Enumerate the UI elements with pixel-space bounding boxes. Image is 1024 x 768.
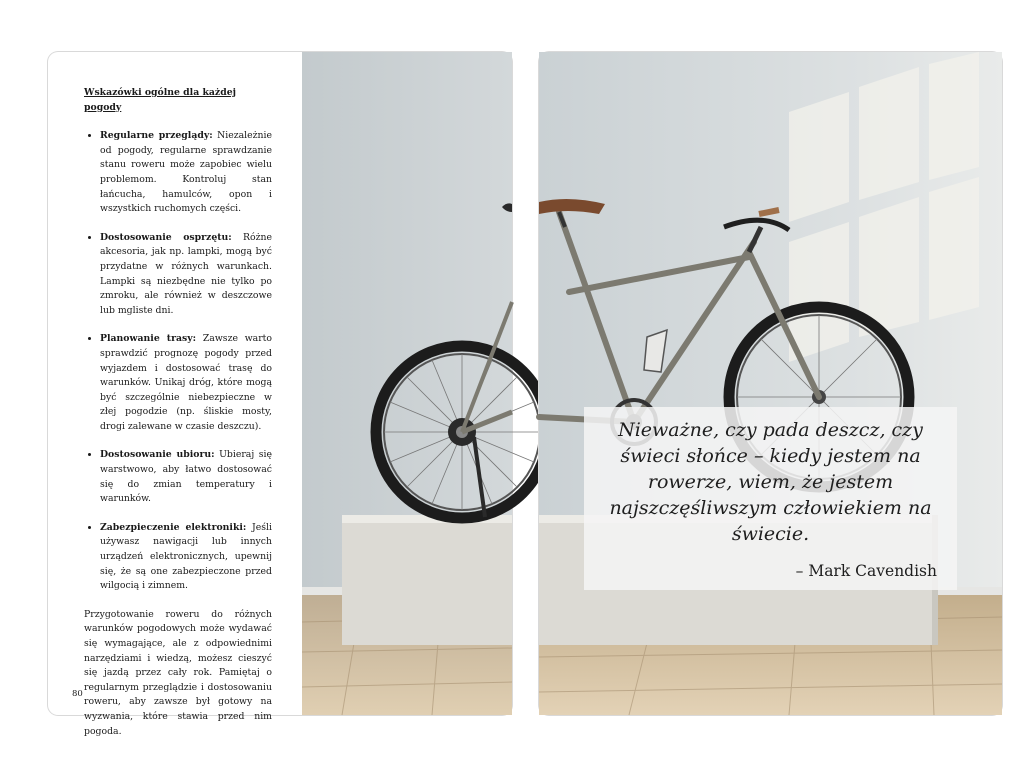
tips-list: [84, 129, 272, 594]
list-item: [100, 231, 272, 319]
right-page: [539, 52, 1002, 715]
left-page: [48, 52, 512, 737]
list-item: [100, 332, 272, 434]
tip-text: Niezależnie od pogody, regularne sprawdzanie stanu roweru może zapobiec wielu problemom. Kontroluj stan łańcucha, hamulców, opon i wszystkich ruchomych części.: [100, 130, 272, 215]
list-item: [100, 521, 272, 594]
list-item: [100, 129, 272, 217]
list-item: [100, 448, 272, 506]
tip-text: Ubieraj się warstwowo, aby łatwo dostosować się do zmian temperatury i warunków.: [100, 449, 272, 505]
closing-paragraph: Przygotowanie roweru do różnych warunków pogodowych może wydawać się wymagające, ale z odpowiednimi narzędziami i wiedzą, możesz cieszyć się jazdą przez cały rok. Pamiętaj o regularnym przeglądzie i dostosowaniu roweru, aby zawsze był gotowy na wyzwania, które stawia przed nim pogoda.: [84, 608, 272, 737]
tip-text: Zawsze warto sprawdzić prognozę pogody przed wyjazdem i dostosować trasę do warunków. Unikaj dróg, które mogą być szczególnie niebezpieczne w złej pogodzie (np. śliskie mosty, drogi zalewane w czasie deszczu).: [100, 333, 273, 432]
bike-photo-left-half: [302, 52, 512, 715]
tip-title: Regularne przeglądy:: [100, 130, 213, 142]
page-number: 80: [72, 689, 83, 699]
tip-title: Dostosowanie ubioru:: [100, 449, 215, 461]
tip-title: Zabezpieczenie elektroniki:: [100, 521, 247, 533]
tip-title: Dostosowanie osprzętu:: [100, 231, 232, 243]
quote-text: Nieważne, czy pada deszcz, czy świeci słońce – kiedy jestem na rowerze, wiem, że jestem najszczęśliwszym człowiekiem na świecie.: [609, 419, 932, 545]
tip-title: Planowanie trasy:: [100, 333, 197, 345]
section-heading: Wskazówki ogólne dla każdej pogody: [84, 87, 236, 113]
tip-text: Różne akcesoria, jak np. lampki, mogą być przydatne w różnych warunkach. Lampki są niezbędne nie tylko po zmroku, ale również w deszczowe lub mgliste dni.: [100, 231, 272, 316]
quote-box: [584, 407, 957, 590]
quote-author: – Mark Cavendish: [795, 562, 937, 580]
tip-text: Jeśli używasz nawigacji lub innych urządzeń elektronicznych, upewnij się, że są one zabezpieczone przed wilgocią i zimnem.: [100, 521, 272, 592]
text-column: [84, 86, 272, 739]
bike-photo-right-half: [539, 52, 1002, 715]
